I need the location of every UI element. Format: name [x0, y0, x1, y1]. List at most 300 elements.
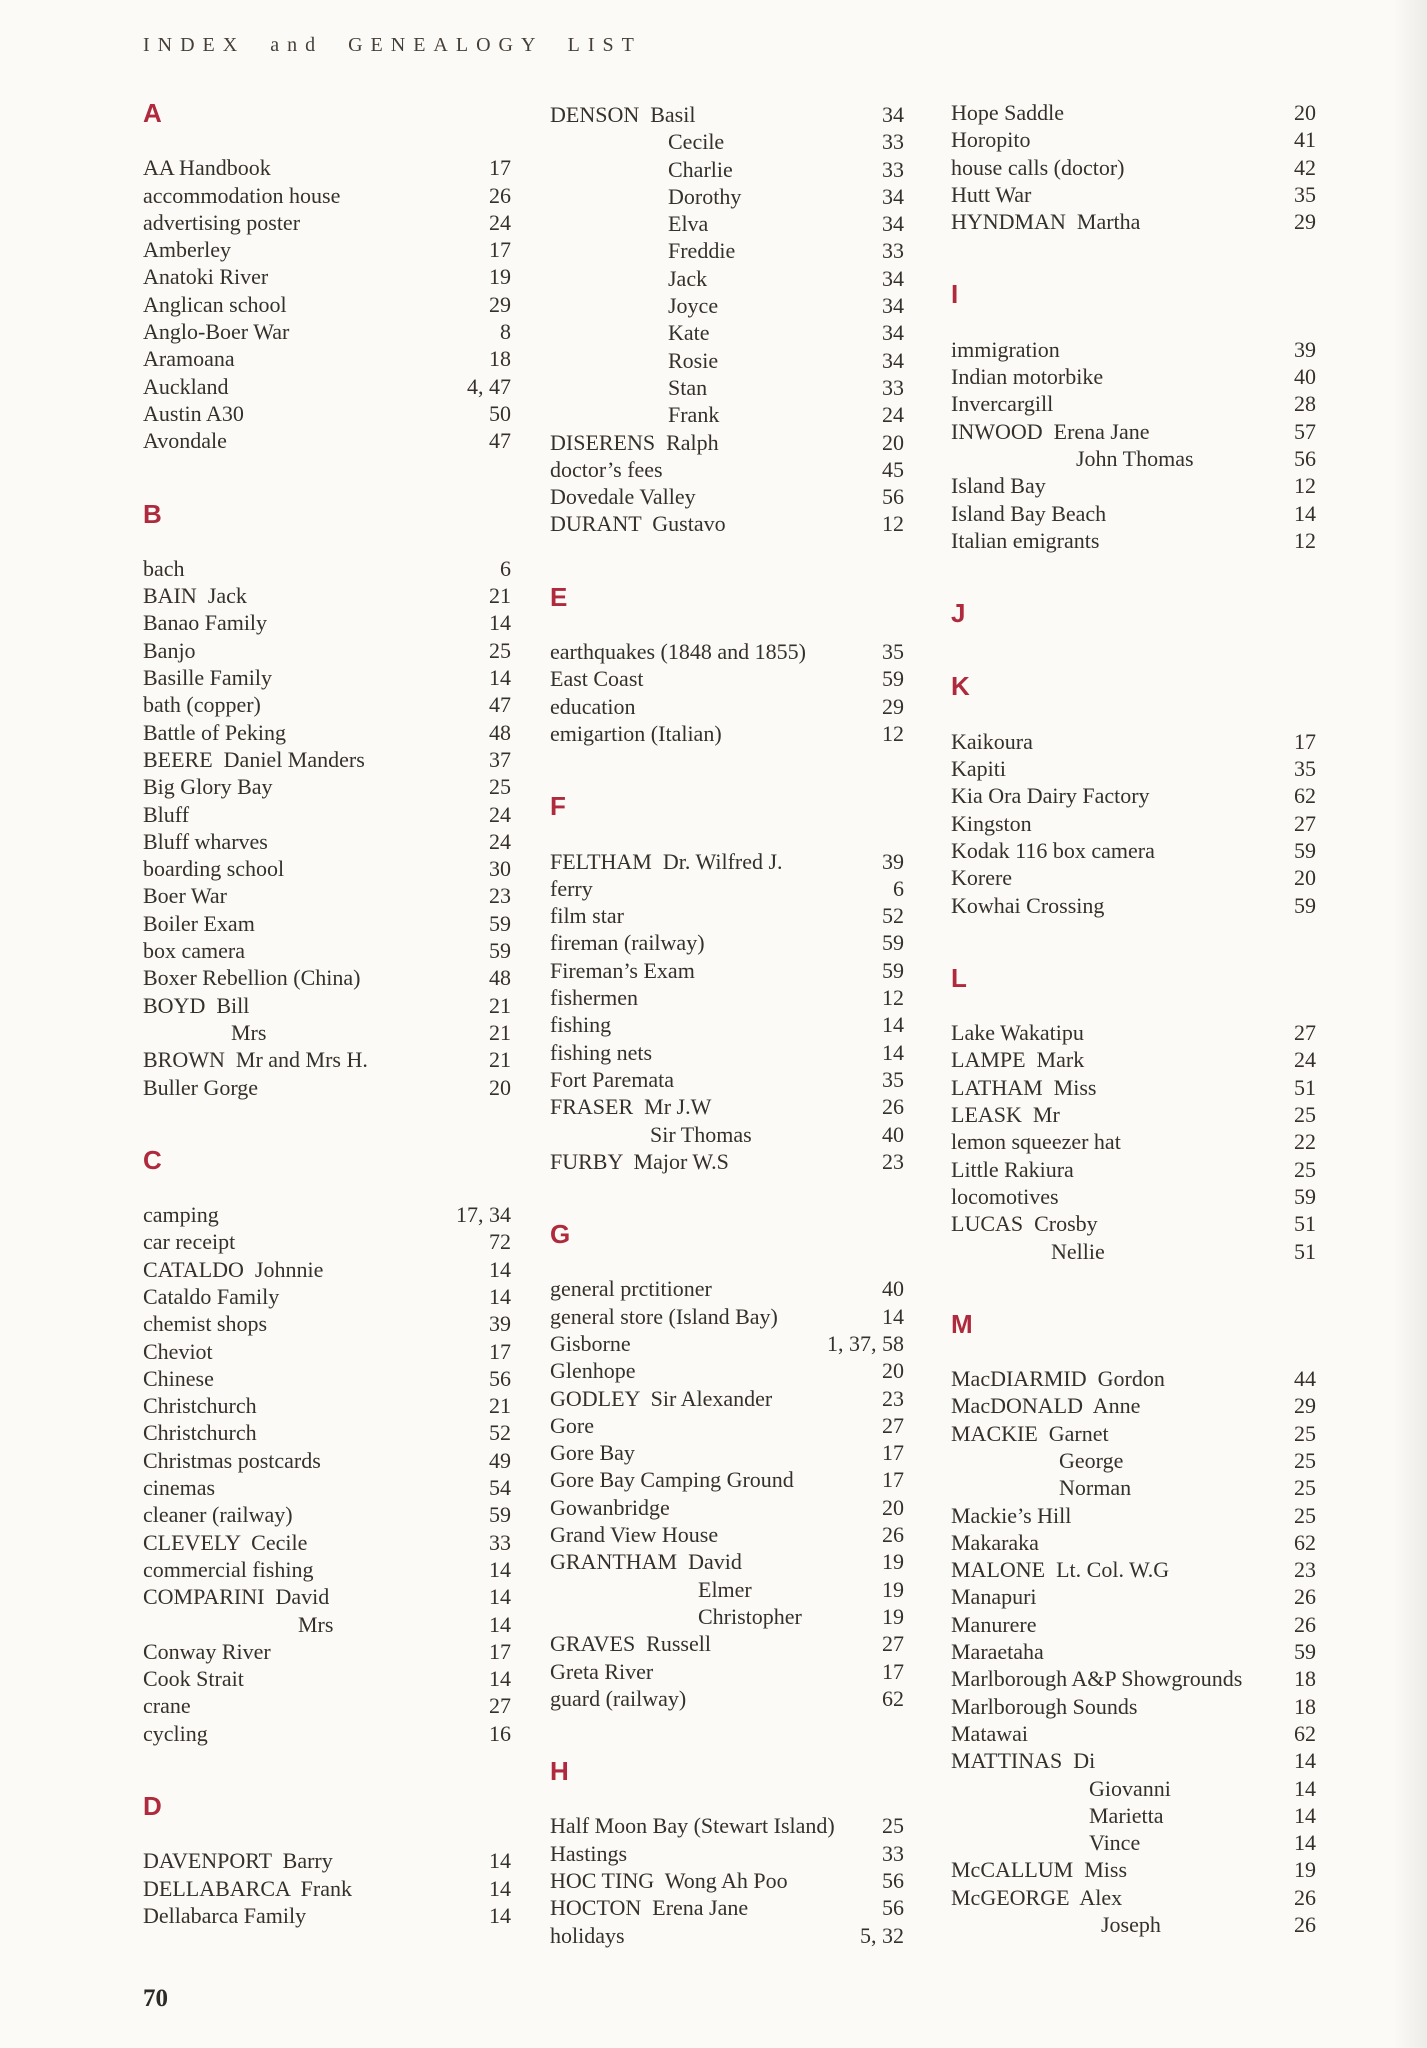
entry-pages: 24: [1294, 1047, 1316, 1073]
entry-pages: 17: [1294, 728, 1316, 754]
entry-pages: 25: [489, 774, 511, 800]
entry-label: Kowhai Crossing: [951, 892, 1105, 918]
entry-label: fishing: [550, 1012, 612, 1038]
entry-pages: 52: [882, 903, 904, 929]
entry-label: house calls (doctor): [951, 154, 1125, 180]
entry-label: Hope Saddle: [951, 100, 1065, 125]
entry-pages: 14: [489, 1666, 511, 1692]
index-entry: [143, 236, 511, 263]
index-entry: [143, 1392, 511, 1419]
entry-label: Big Glory Bay: [143, 774, 273, 800]
index-entry: [951, 1856, 1316, 1883]
entry-pages: 33: [882, 374, 904, 400]
index-entry: [143, 1474, 511, 1501]
index-column-2: [550, 101, 904, 1949]
entry-pages: 20: [489, 1074, 511, 1100]
page-number: 70: [143, 1985, 168, 2012]
entry-label: Kingston: [951, 810, 1032, 836]
entry-label: Basille Family: [143, 665, 272, 691]
entry-pages: 59: [489, 1502, 511, 1528]
entry-pages: 48: [489, 965, 511, 991]
entry-label: box camera: [143, 938, 245, 964]
entry-label: McGEORGE Alex: [951, 1884, 1123, 1910]
index-entry: [951, 1693, 1316, 1720]
entry-label: Kodak 116 box camera: [951, 837, 1155, 863]
index-entry: [951, 782, 1316, 809]
entry-label: fishing nets: [550, 1039, 653, 1065]
entry-label: Joseph: [1101, 1912, 1161, 1938]
entry-pages: 20: [1294, 100, 1316, 125]
entry-pages: 33: [489, 1529, 511, 1555]
entry-pages: 33: [882, 129, 904, 155]
entry-label: Dellabarca Family: [143, 1902, 307, 1928]
index-entry: [143, 855, 511, 882]
entry-label: Anglo-Boer War: [143, 319, 290, 345]
entry-pages: 6: [893, 875, 904, 901]
index-entry: [951, 864, 1316, 891]
index-entry: [951, 1183, 1316, 1210]
entry-label: Manapuri: [951, 1584, 1037, 1610]
page-edge-shadow: [1393, 0, 1427, 2048]
entry-pages: 14: [1294, 500, 1316, 526]
entry-pages: 21: [489, 583, 511, 609]
entry-label: Avondale: [143, 428, 227, 454]
entry-label: Vince: [1089, 1830, 1141, 1856]
index-entry: [550, 210, 904, 237]
index-entry: [143, 882, 511, 909]
index-entry: [550, 957, 904, 984]
index-entry: [550, 237, 904, 264]
entry-pages: 59: [1294, 892, 1316, 918]
index-entry: [143, 992, 511, 1019]
entry-label: BROWN Mr and Mrs H.: [143, 1047, 368, 1073]
entry-label: Banjo: [143, 637, 196, 663]
entry-label: Marlborough Sounds: [951, 1693, 1138, 1719]
index-entry: [951, 390, 1316, 417]
entry-pages: 26: [1294, 1611, 1316, 1637]
entry-label: FELTHAM Dr. Wilfred J.: [550, 848, 783, 874]
entry-pages: 29: [1294, 209, 1316, 235]
entry-label: Manurere: [951, 1611, 1037, 1637]
index-entry: [143, 691, 511, 718]
entry-label: AA Handbook: [143, 155, 271, 181]
entry-label: cleaner (railway): [143, 1502, 293, 1528]
entry-label: fishermen: [550, 985, 638, 1011]
entry-pages: 17, 34: [456, 1202, 511, 1228]
entry-label: crane: [143, 1693, 191, 1719]
index-entry: [550, 902, 904, 929]
entry-pages: 49: [489, 1447, 511, 1473]
entry-pages: 19: [489, 264, 511, 290]
section-heading-e: E: [550, 581, 568, 612]
entry-pages: 51: [1294, 1211, 1316, 1237]
index-entry: [550, 265, 904, 292]
entry-pages: 14: [489, 1848, 511, 1874]
entry-label: camping: [143, 1202, 219, 1228]
entry-label: Jack: [668, 265, 708, 291]
index-entry: [143, 263, 511, 290]
index-entry: [951, 1747, 1316, 1774]
index-entry: [550, 429, 904, 456]
entry-label: INWOOD Erena Jane: [951, 418, 1150, 444]
entry-label: Austin A30: [143, 400, 244, 426]
entry-pages: 19: [882, 1576, 904, 1602]
entry-label: Banao Family: [143, 610, 268, 636]
index-entry: [550, 1466, 904, 1493]
index-entry: [550, 1548, 904, 1575]
entry-pages: 56: [489, 1365, 511, 1391]
index-entry: [143, 1310, 511, 1337]
entry-pages: 25: [1294, 1502, 1316, 1528]
index-entry: [550, 848, 904, 875]
index-entry: [951, 1392, 1316, 1419]
entry-label: Gore Bay: [550, 1440, 635, 1466]
entry-label: doctor’s fees: [550, 456, 663, 482]
entry-pages: 59: [489, 938, 511, 964]
entry-pages: 62: [1294, 783, 1316, 809]
entry-pages: 35: [1294, 756, 1316, 782]
entry-label: fireman (railway): [550, 930, 705, 956]
entry-pages: 51: [1294, 1238, 1316, 1264]
entry-pages: 34: [882, 102, 904, 127]
section-heading-a: A: [143, 98, 162, 128]
entry-label: BEERE Daniel Manders: [143, 746, 365, 772]
entry-label: Indian motorbike: [951, 364, 1104, 390]
index-entry: [143, 1529, 511, 1556]
index-entry: [143, 182, 511, 209]
entry-label: general store (Island Bay): [550, 1303, 778, 1329]
entry-label: Rosie: [668, 347, 719, 373]
index-entry: [143, 664, 511, 691]
entry-label: Fireman’s Exam: [550, 957, 695, 983]
index-entry: [143, 1875, 511, 1902]
entry-label: Conway River: [143, 1638, 271, 1664]
index-entry: [951, 99, 1316, 126]
index-entry: [143, 1638, 511, 1665]
entry-pages: 20: [882, 429, 904, 455]
entry-label: LEASK Mr: [951, 1102, 1060, 1128]
index-entry: [143, 1201, 511, 1228]
index-entry: [143, 154, 511, 181]
entry-pages: 14: [489, 1256, 511, 1282]
entry-pages: 26: [1294, 1884, 1316, 1910]
entry-pages: 21: [489, 992, 511, 1018]
section-heading-j: J: [951, 598, 966, 629]
entry-label: education: [550, 693, 636, 719]
entry-label: accommodation house: [143, 182, 341, 208]
entry-label: Christmas postcards: [143, 1447, 321, 1473]
index-entry: [143, 1902, 511, 1929]
index-entry: [550, 1121, 904, 1148]
entry-pages: 14: [489, 665, 511, 691]
index-entry: [951, 1365, 1316, 1392]
entry-pages: 27: [882, 1631, 904, 1657]
entry-pages: 59: [882, 957, 904, 983]
entry-pages: 56: [882, 1868, 904, 1894]
index-entry: [550, 984, 904, 1011]
entry-label: earthquakes (1848 and 1855): [550, 639, 806, 665]
entry-pages: 22: [1294, 1129, 1316, 1155]
entry-pages: 16: [489, 1720, 511, 1746]
entry-pages: 21: [489, 1393, 511, 1419]
index-entry: [143, 637, 511, 664]
entry-pages: 40: [882, 1121, 904, 1147]
index-entry: [550, 347, 904, 374]
index-entry: [951, 1884, 1316, 1911]
index-entry: [951, 208, 1316, 235]
entry-pages: 20: [882, 1494, 904, 1520]
entry-label: Buller Gorge: [143, 1074, 259, 1100]
index-entry: [951, 1101, 1316, 1128]
entry-label: DELLABARCA Frank: [143, 1875, 352, 1901]
index-entry: [143, 937, 511, 964]
entry-label: LUCAS Crosby: [951, 1211, 1098, 1237]
index-entry: [951, 810, 1316, 837]
index-entry: [550, 319, 904, 346]
index-entry: [550, 1412, 904, 1439]
entry-pages: 27: [882, 1412, 904, 1438]
section-heading-d: D: [143, 1791, 162, 1822]
entry-label: Half Moon Bay (Stewart Island): [550, 1813, 835, 1839]
entry-label: Cheviot: [143, 1338, 213, 1364]
index-entry: [143, 345, 511, 372]
entry-pages: 5, 32: [860, 1922, 904, 1948]
index-entry: [550, 483, 904, 510]
entry-label: MACKIE Garnet: [951, 1420, 1109, 1446]
entry-pages: 33: [882, 156, 904, 182]
entry-pages: 25: [489, 637, 511, 663]
entry-label: Italian emigrants: [951, 527, 1100, 553]
index-entry: [143, 1256, 511, 1283]
index-entry: [550, 1385, 904, 1412]
entry-label: Elmer: [698, 1576, 752, 1602]
entry-pages: 24: [489, 828, 511, 854]
entry-label: Matawai: [951, 1720, 1028, 1746]
entry-label: MATTINAS Di: [951, 1748, 1096, 1774]
entry-pages: 50: [489, 400, 511, 426]
entry-label: Maraetaha: [951, 1639, 1044, 1665]
entry-label: Mrs: [231, 1019, 267, 1045]
entry-pages: 30: [489, 856, 511, 882]
index-entry: [951, 154, 1316, 181]
section-heading-i: I: [951, 279, 959, 310]
index-entry: [951, 1556, 1316, 1583]
entry-label: Cataldo Family: [143, 1283, 280, 1309]
index-entry: [550, 374, 904, 401]
entry-pages: 35: [882, 639, 904, 665]
index-entry: [143, 291, 511, 318]
index-entry: [143, 1365, 511, 1392]
entry-label: Joyce: [668, 293, 719, 319]
entry-pages: 14: [882, 1303, 904, 1329]
entry-pages: 19: [882, 1603, 904, 1629]
entry-label: Grand View House: [550, 1522, 719, 1548]
entry-pages: 12: [1294, 473, 1316, 499]
entry-pages: 25: [1294, 1156, 1316, 1182]
index-entry: [143, 1501, 511, 1528]
entry-pages: 62: [1294, 1720, 1316, 1746]
index-entry: [143, 910, 511, 937]
entry-label: Cecile: [668, 129, 725, 155]
entry-pages: 26: [882, 1522, 904, 1548]
entry-pages: 14: [489, 1556, 511, 1582]
entry-pages: 23: [1294, 1557, 1316, 1583]
entry-label: MacDONALD Anne: [951, 1393, 1141, 1419]
index-entry: [143, 555, 511, 582]
entry-pages: 25: [1294, 1102, 1316, 1128]
entry-pages: 51: [1294, 1074, 1316, 1100]
entry-label: Aramoana: [143, 346, 235, 372]
entry-label: DAVENPORT Barry: [143, 1848, 333, 1874]
entry-label: Mrs: [298, 1611, 334, 1637]
index-entry: [143, 1665, 511, 1692]
index-entry: [951, 892, 1316, 919]
entry-label: Sir Thomas: [650, 1121, 752, 1147]
entry-pages: 34: [882, 183, 904, 209]
index-entry: [143, 582, 511, 609]
page-title: INDEX and GENEALOGY LIST: [143, 34, 642, 56]
entry-pages: 14: [1294, 1830, 1316, 1856]
entry-pages: 42: [1294, 154, 1316, 180]
entry-pages: 4, 47: [467, 373, 511, 399]
index-entry: [951, 1665, 1316, 1692]
entry-label: DENSON Basil: [550, 102, 696, 127]
index-entry: [951, 500, 1316, 527]
index-entry: [951, 755, 1316, 782]
entry-pages: 40: [882, 1276, 904, 1302]
index-entry: [951, 1720, 1316, 1747]
index-entry: [951, 1802, 1316, 1829]
entry-pages: 17: [489, 237, 511, 263]
entry-label: Invercargill: [951, 391, 1054, 417]
entry-label: Chinese: [143, 1365, 214, 1391]
index-entry: [143, 828, 511, 855]
entry-pages: 20: [882, 1358, 904, 1384]
index-entry: [951, 1046, 1316, 1073]
index-entry: [951, 1019, 1316, 1046]
entry-pages: 56: [882, 1895, 904, 1921]
index-column-1: [143, 100, 511, 1929]
entry-label: locomotives: [951, 1183, 1059, 1209]
entry-label: holidays: [550, 1922, 625, 1948]
index-entry: [951, 1829, 1316, 1856]
index-entry: [143, 1283, 511, 1310]
entry-label: BOYD Bill: [143, 992, 250, 1018]
index-entry: [951, 1638, 1316, 1665]
entry-label: FURBY Major W.S: [550, 1148, 729, 1174]
entry-label: Little Rakiura: [951, 1156, 1074, 1182]
entry-label: Dorothy: [668, 183, 742, 209]
index-entry: [550, 693, 904, 720]
entry-pages: 25: [1294, 1475, 1316, 1501]
entry-pages: 19: [882, 1549, 904, 1575]
entry-pages: 34: [882, 293, 904, 319]
entry-pages: 47: [489, 428, 511, 454]
index-entry: [143, 1611, 511, 1638]
entry-pages: 21: [489, 1019, 511, 1045]
entry-pages: 20: [1294, 865, 1316, 891]
entry-label: Stan: [668, 374, 708, 400]
index-entry: [951, 1128, 1316, 1155]
entry-label: Greta River: [550, 1658, 654, 1684]
entry-label: film star: [550, 903, 624, 929]
entry-label: Elva: [668, 211, 709, 237]
entry-label: Bluff wharves: [143, 828, 268, 854]
index-entry: [143, 964, 511, 991]
entry-pages: 54: [489, 1475, 511, 1501]
index-entry: [951, 472, 1316, 499]
entry-label: guard (railway): [550, 1685, 687, 1711]
entry-pages: 21: [489, 1047, 511, 1073]
entry-label: Gowanbridge: [550, 1494, 670, 1520]
index-entry: [143, 1583, 511, 1610]
index-entry: [143, 318, 511, 345]
entry-label: immigration: [951, 336, 1060, 362]
entry-label: Fort Paremata: [550, 1066, 675, 1092]
index-entry: [143, 373, 511, 400]
index-entry: [550, 1494, 904, 1521]
entry-label: ferry: [550, 875, 593, 901]
entry-pages: 14: [882, 1012, 904, 1038]
index-entry: [550, 1576, 904, 1603]
entry-pages: 34: [882, 265, 904, 291]
entry-pages: 17: [489, 1338, 511, 1364]
entry-pages: 59: [882, 930, 904, 956]
entry-pages: 27: [1294, 1020, 1316, 1046]
index-entry: [951, 363, 1316, 390]
entry-pages: 52: [489, 1420, 511, 1446]
index-entry: [550, 1275, 904, 1302]
entry-pages: 14: [489, 1283, 511, 1309]
index-entry: [951, 1156, 1316, 1183]
index-entry: [951, 527, 1316, 554]
entry-pages: 1, 37, 58: [827, 1330, 904, 1356]
index-entry: [550, 1840, 904, 1867]
index-entry: [951, 181, 1316, 208]
index-entry: [550, 875, 904, 902]
index-entry: [143, 1419, 511, 1446]
index-entry: [951, 418, 1316, 445]
entry-label: LATHAM Miss: [951, 1074, 1097, 1100]
entry-label: Korere: [951, 865, 1013, 891]
entry-pages: 39: [882, 848, 904, 874]
entry-label: Kia Ora Dairy Factory: [951, 783, 1150, 809]
entry-label: Christchurch: [143, 1420, 257, 1446]
section-heading-h: H: [550, 1756, 569, 1787]
index-entry: [143, 209, 511, 236]
index-entry: [550, 156, 904, 183]
entry-pages: 40: [1294, 364, 1316, 390]
index-entry: [951, 126, 1316, 153]
index-entry: [550, 1148, 904, 1175]
entry-label: Cook Strait: [143, 1666, 244, 1692]
entry-label: Boer War: [143, 883, 227, 909]
entry-pages: 24: [489, 801, 511, 827]
entry-label: boarding school: [143, 856, 285, 882]
entry-pages: 28: [1294, 391, 1316, 417]
entry-pages: 29: [882, 693, 904, 719]
entry-pages: 12: [1294, 527, 1316, 553]
entry-label: East Coast: [550, 666, 644, 692]
entry-pages: 19: [1294, 1857, 1316, 1883]
index-entry: [143, 1447, 511, 1474]
entry-label: Auckland: [143, 373, 229, 399]
index-entry: [550, 101, 904, 128]
entry-label: Island Bay: [951, 473, 1046, 499]
index-entry: [143, 1556, 511, 1583]
entry-label: general prctitioner: [550, 1276, 712, 1302]
entry-label: Island Bay Beach: [951, 500, 1107, 526]
